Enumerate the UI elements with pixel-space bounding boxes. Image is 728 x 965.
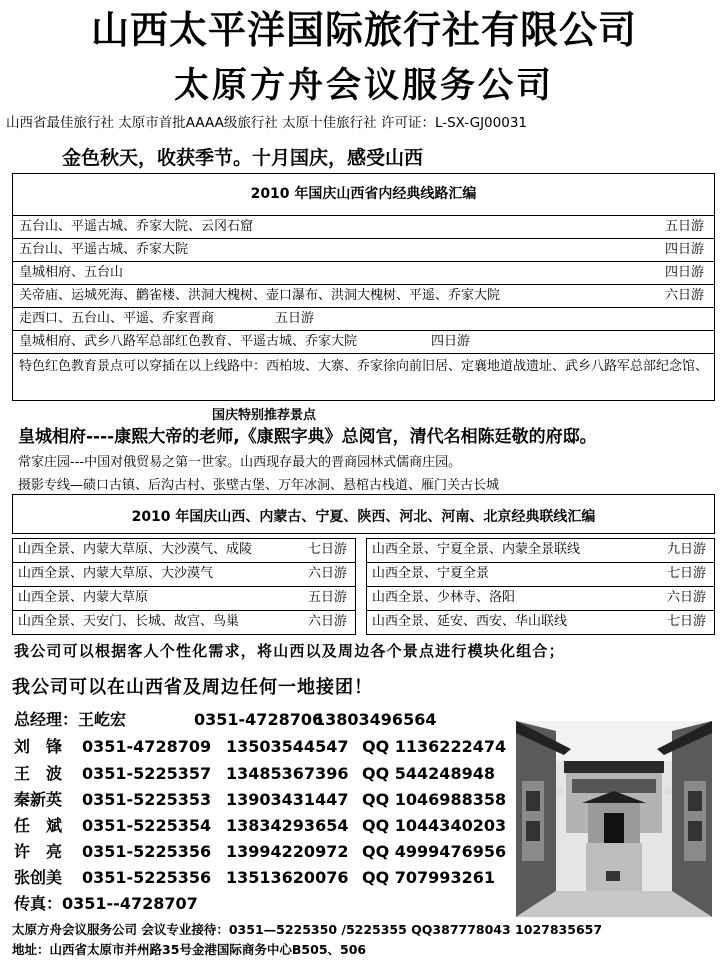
staff-qq: QQ 1046988358 (362, 790, 507, 809)
route-destinations: 山西全景、宁夏全景、内蒙全景联线 (372, 542, 581, 557)
route-destinations: 皇城相府、五台山 (19, 265, 124, 280)
table-row (13, 307, 714, 331)
table-row (13, 215, 714, 239)
table-row (13, 610, 355, 634)
route-duration: 六日游 (307, 566, 347, 581)
courtyard-photo (516, 721, 712, 917)
route-destinations: 山西全景、延安、西安、华山联线 (372, 614, 568, 629)
courtyard-image (516, 721, 712, 917)
table-row (367, 586, 714, 610)
table-row (13, 539, 355, 562)
recommend-title: 国庆特别推荐景点 (212, 408, 317, 423)
staff-phone: 0351-4728709 (82, 737, 212, 756)
route-destinations: 山西全景、天安门、长城、故宫、鸟巢 (18, 614, 240, 629)
table-row (13, 330, 714, 354)
route-destinations: 五台山、平遥古城、乔家大院 (19, 242, 189, 257)
manager-phone: 0351-4728706 (194, 710, 324, 729)
route-destinations: 五台山、平遥古城、乔家大院、云冈石窟 (19, 219, 254, 234)
table-row (13, 586, 355, 610)
staff-phone: 0351-5225353 (82, 790, 212, 809)
combined-table-title: 2010 年国庆山西、内蒙古、宁夏、陕西、河北、河南、北京经典联线汇编 (131, 509, 596, 525)
table-row (13, 284, 714, 308)
table-row (13, 238, 714, 262)
staff-mobile: 13513620076 (226, 868, 349, 887)
credentials: 山西省最佳旅行社 太原市首批AAAA级旅行社 太原十佳旅行社 许可证：L-SX-GJ00031 (6, 115, 527, 131)
domestic-table-title: 2010 年国庆山西省内经典线路汇编 (250, 186, 477, 202)
route-destinations: 山西全景、内蒙大草原、大沙漠气、成陵 (18, 542, 253, 557)
fax: 传真：0351--4728707 (14, 894, 198, 913)
combined-title-box (12, 494, 715, 534)
route-duration: 四日游 (431, 334, 471, 349)
staff-mobile: 13903431447 (226, 790, 349, 809)
staff-phone: 0351-5225357 (82, 764, 212, 783)
staff-qq: QQ 1136222474 (362, 737, 507, 756)
promo-line-2: 我公司可以在山西省及周边任何一地接团！ (12, 677, 373, 698)
staff-name: 任 斌 (14, 816, 63, 835)
manager-label: 总经理：王屹宏 (14, 710, 127, 729)
route-destinations: 山西全景、宁夏全景 (372, 566, 490, 581)
slogan: 金色秋天，收获季节。十月国庆，感受山西 (62, 147, 424, 169)
staff-name: 王 波 (14, 764, 63, 783)
staff-name: 张创美 (14, 868, 63, 887)
combined-routes-left (12, 538, 356, 635)
route-duration: 六日游 (307, 614, 347, 629)
route-duration: 四日游 (664, 242, 704, 257)
table-row (13, 562, 355, 586)
route-duration: 六日游 (666, 590, 706, 605)
staff-name: 秦新英 (14, 790, 63, 809)
staff-mobile: 13994220972 (226, 842, 349, 861)
staff-qq: QQ 1044340203 (362, 816, 507, 835)
subsidiary-name: 太原方舟会议服务公司 (173, 65, 554, 106)
table-row (13, 261, 714, 285)
table-row (367, 539, 714, 562)
route-destinations: 走西口、五台山、平遥、乔家晋商 (19, 311, 215, 326)
footer-address: 地址：山西省太原市并州路35号金港国际商务中心B505、506 (12, 942, 367, 957)
route-destinations: 山西全景、内蒙大草原、大沙漠气 (18, 566, 214, 581)
route-duration: 七日游 (666, 566, 706, 581)
route-duration: 五日游 (275, 311, 315, 326)
staff-qq: QQ 707993261 (362, 868, 495, 887)
route-duration: 六日游 (664, 288, 704, 303)
manager-mobile: 13803496564 (314, 710, 437, 729)
recommend-main: 皇城相府----康熙大帝的老师,《康熙字典》总阅官，清代名相陈廷敬的府邸。 (18, 427, 597, 447)
staff-phone: 0351-5225356 (82, 842, 212, 861)
route-destinations: 皇城相府、武乡八路军总部红色教育、平遥古城、乔家大院 (19, 334, 358, 349)
route-duration: 五日游 (307, 590, 347, 605)
recommend-line-1: 常家庄园---中国对俄贸易之第一世家。山西现存最大的晋商园林式儒商庄园。 (18, 455, 462, 470)
route-duration: 四日游 (664, 265, 704, 280)
route-destinations: 关帝庙、运城死海、鹳雀楼、洪洞大槐树、壶口瀑布、洪洞大槐树、平遥、乔家大院 (19, 288, 501, 303)
staff-mobile: 13485367396 (226, 764, 349, 783)
domestic-routes-table (12, 173, 715, 401)
footer-conference: 太原方舟会议服务公司 会议专业接待：0351—5225350 /5225355 QQ387778043 1027835657 (12, 922, 603, 937)
route-destinations: 山西全景、少林寺、洛阳 (372, 590, 516, 605)
combined-routes-right (366, 538, 715, 635)
staff-mobile: 13834293654 (226, 816, 349, 835)
staff-phone: 0351-5225354 (82, 816, 212, 835)
route-duration: 七日游 (666, 614, 706, 629)
staff-mobile: 13503544547 (226, 737, 349, 756)
staff-name: 刘 锋 (14, 737, 63, 756)
route-duration: 七日游 (307, 542, 347, 557)
staff-qq: QQ 544248948 (362, 764, 495, 783)
recommend-line-2: 摄影专线—碛口古镇、后沟古村、张壁古堡、万年冰洞、悬棺古栈道、雁门关古长城 (18, 478, 500, 493)
table-row (367, 562, 714, 586)
route-duration: 五日游 (664, 219, 704, 234)
promo-line-1: 我公司可以根据客人个性化需求，将山西以及周边各个景点进行模块化组合； (14, 642, 565, 660)
route-duration: 九日游 (666, 542, 706, 557)
staff-qq: QQ 4999476956 (362, 842, 507, 861)
table-row (367, 610, 714, 634)
staff-phone: 0351-5225356 (82, 868, 212, 887)
red-tourism-note: 特色红色教育景点可以穿插在以上线路中：西柏坡、大寨、乔家徐向前旧居、定襄地道战遗址、武乡八路军总部纪念馆、 (13, 353, 714, 401)
staff-name: 许 亮 (14, 842, 63, 861)
route-destinations: 山西全景、内蒙大草原 (18, 590, 149, 605)
company-name: 山西太平洋国际旅行社有限公司 (90, 8, 637, 52)
